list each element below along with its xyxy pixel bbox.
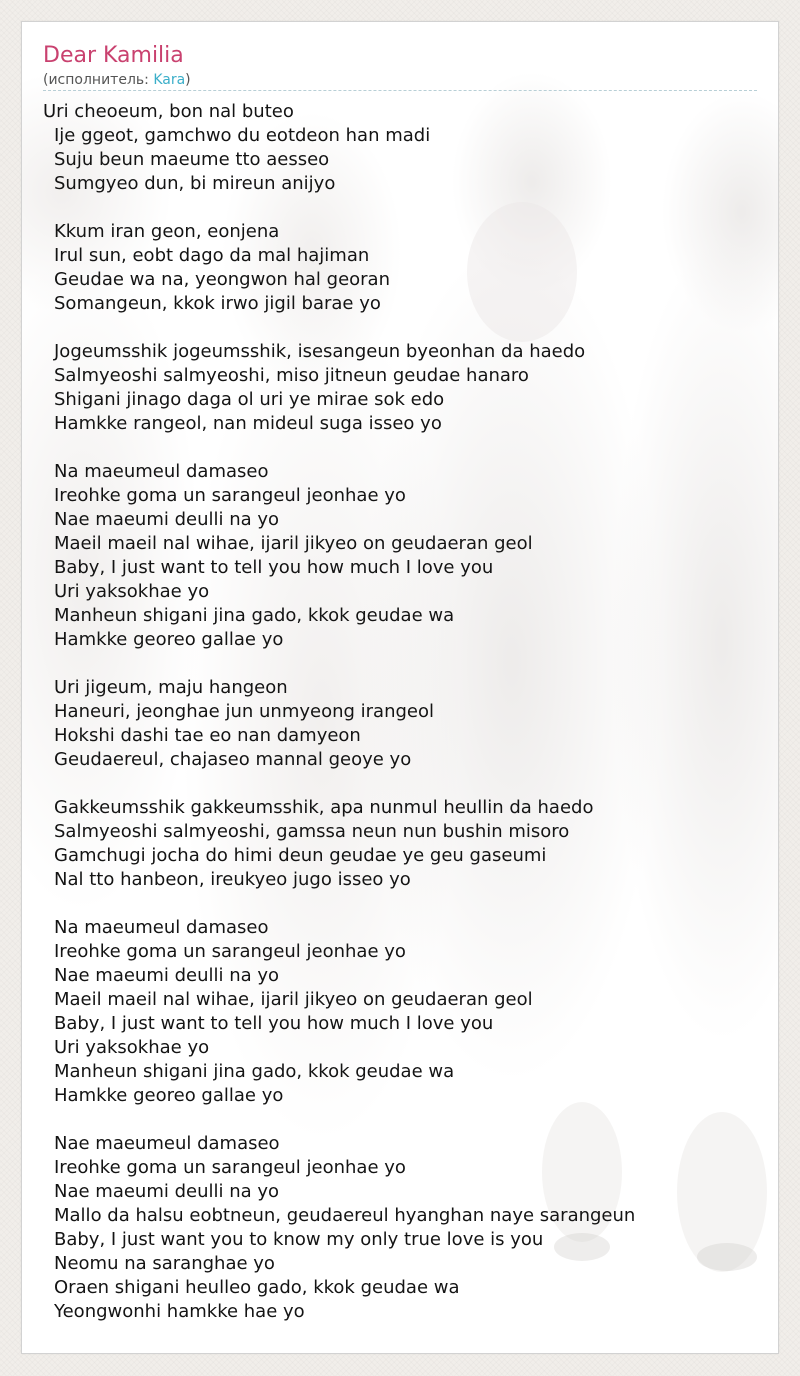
song-title: Dear Kamilia xyxy=(43,43,184,68)
lyrics-line: Hamkke georeo gallae yo xyxy=(54,1085,284,1106)
lyrics-line: Hamkke georeo gallae yo xyxy=(54,629,284,650)
lyrics-line: Baby, I just want you to know my only true love is you xyxy=(54,1229,544,1250)
lyrics-line: Ije ggeot, gamchwo du eotdeon han madi xyxy=(54,125,431,146)
lyrics-line: Hokshi dashi tae eo nan damyeon xyxy=(54,725,361,746)
lyrics-card xyxy=(21,21,779,1354)
song-header xyxy=(43,42,757,91)
lyrics-line: Nae maeumeul damaseo xyxy=(54,1133,280,1154)
lyrics-line: Yeongwonhi hamkke hae yo xyxy=(54,1301,305,1322)
lyrics-text xyxy=(43,100,763,1324)
lyrics-line: Nal tto hanbeon, ireukyeo jugo isseo yo xyxy=(54,869,411,890)
lyrics-line: Ireohke goma un sarangeul jeonhae yo xyxy=(54,941,406,962)
lyrics-line: Gakkeumsshik gakkeumsshik, apa nunmul heullin da haedo xyxy=(54,797,594,818)
lyrics-line: Irul sun, eobt dago da mal hajiman xyxy=(54,245,370,266)
lyrics-line: Salmyeoshi salmyeoshi, miso jitneun geudae hanaro xyxy=(54,365,529,386)
lyrics-line: Geudae wa na, yeongwon hal georan xyxy=(54,269,390,290)
lyrics-line: Nae maeumi deulli na yo xyxy=(54,965,280,986)
lyrics-line: Maeil maeil nal wihae, ijaril jikyeo on geudaeran geol xyxy=(54,989,533,1010)
lyrics-line: Suju beun maeume tto aesseo xyxy=(54,149,330,170)
lyrics-line: Manheun shigani jina gado, kkok geudae wa xyxy=(54,1061,455,1082)
lyrics-line: Ireohke goma un sarangeul jeonhae yo xyxy=(54,485,406,506)
lyrics-blank-line xyxy=(43,316,763,340)
lyrics-line: Uri yaksokhae yo xyxy=(54,1037,210,1058)
lyrics-line: Neomu na saranghae yo xyxy=(54,1253,275,1274)
lyrics-line: Oraen shigani heulleo gado, kkok geudae wa xyxy=(54,1277,460,1298)
lyrics-line: Maeil maeil nal wihae, ijaril jikyeo on geudaeran geol xyxy=(54,533,533,554)
lyrics-blank-line xyxy=(43,436,763,460)
lyrics-line: Nae maeumi deulli na yo xyxy=(54,1181,280,1202)
lyrics-line: Sumgyeo dun, bi mireun anijyo xyxy=(54,173,336,194)
lyrics-blank-line xyxy=(43,772,763,796)
lyrics-line: Kkum iran geon, eonjena xyxy=(54,221,280,242)
lyrics-line: Uri jigeum, maju hangeon xyxy=(54,677,288,698)
lyrics-line: Haneuri, jeonghae jun unmyeong irangeol xyxy=(54,701,434,722)
lyrics-line: Somangeun, kkok irwo jigil barae yo xyxy=(54,293,381,314)
lyrics-line: Ireohke goma un sarangeul jeonhae yo xyxy=(54,1157,406,1178)
lyrics-blank-line xyxy=(43,892,763,916)
lyrics-line: Jogeumsshik jogeumsshik, isesangeun byeonhan da haedo xyxy=(54,341,586,362)
lyrics-blank-line xyxy=(43,652,763,676)
lyrics-line: Nae maeumi deulli na yo xyxy=(54,509,280,530)
artist-prefix: (исполнитель: xyxy=(43,72,154,88)
artist-link[interactable]: Kara xyxy=(153,72,186,88)
artist-suffix: ) xyxy=(185,72,191,88)
artist-line xyxy=(43,71,191,89)
lyrics-line: Mallo da halsu eobtneun, geudaereul hyanghan naye sarangeun xyxy=(54,1205,636,1226)
lyrics-blank-line xyxy=(43,196,763,220)
lyrics-line: Na maeumeul damaseo xyxy=(54,461,269,482)
lyrics-line: Hamkke rangeol, nan mideul suga isseo yo xyxy=(54,413,442,434)
lyrics-line: Salmyeoshi salmyeoshi, gamssa neun nun bushin misoro xyxy=(54,821,570,842)
lyrics-line: Uri cheoeum, bon nal buteo xyxy=(43,101,294,122)
lyrics-line: Na maeumeul damaseo xyxy=(54,917,269,938)
lyrics-line: Geudaereul, chajaseo mannal geoye yo xyxy=(54,749,412,770)
lyrics-line: Uri yaksokhae yo xyxy=(54,581,210,602)
lyrics-line: Gamchugi jocha do himi deun geudae ye geu gaseumi xyxy=(54,845,547,866)
lyrics-line: Baby, I just want to tell you how much I love you xyxy=(54,1013,494,1034)
lyrics-line: Shigani jinago daga ol uri ye mirae sok edo xyxy=(54,389,445,410)
lyrics-blank-line xyxy=(43,1108,763,1132)
lyrics-line: Baby, I just want to tell you how much I love you xyxy=(54,557,494,578)
lyrics-line: Manheun shigani jina gado, kkok geudae wa xyxy=(54,605,455,626)
